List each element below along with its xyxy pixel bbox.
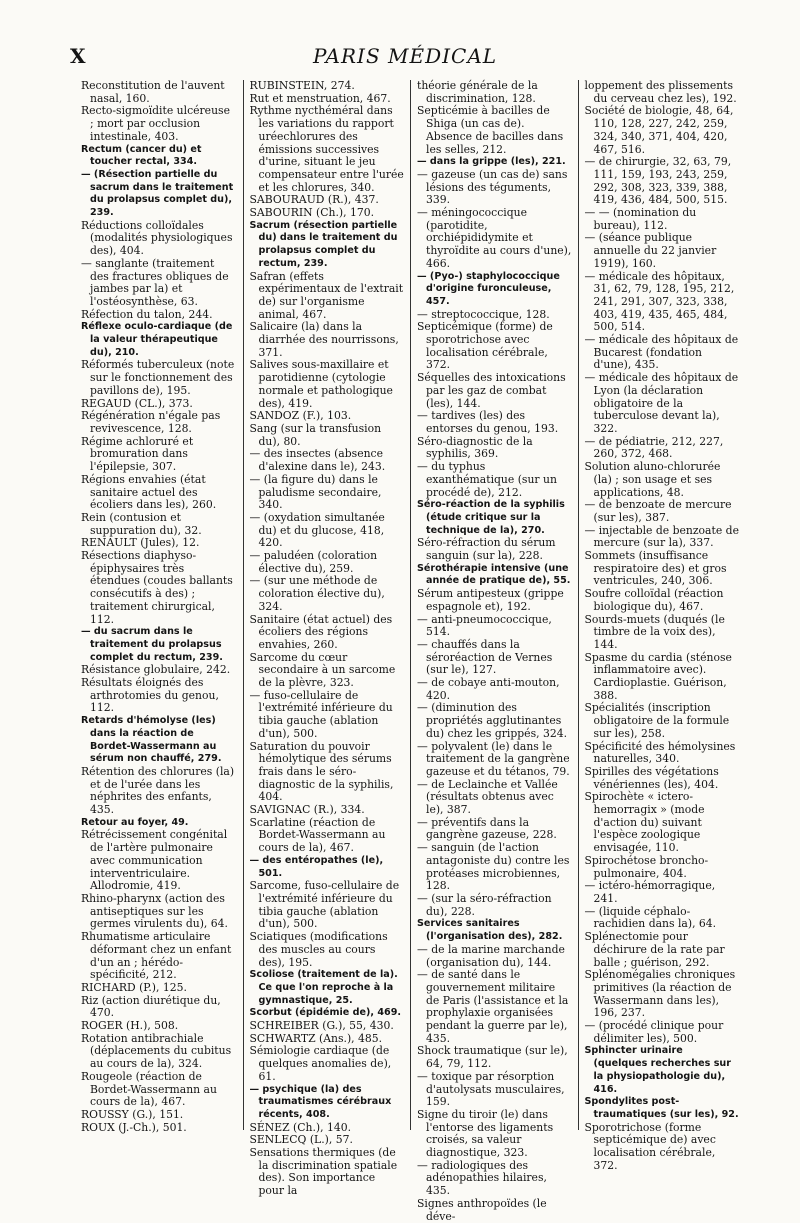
index-entry: — chauffés dans la séroréaction de Vernes (sur le), 127. <box>417 637 553 677</box>
index-entry: Spondylites post-traumatiques (sur les), 92. <box>584 1096 739 1120</box>
index-column-3 <box>410 79 578 1223</box>
index-entry: Régime achloruré et bromuration dans l'épilepsie, 307. <box>81 434 194 474</box>
index-entry: Scoliose (traitement de la). Ce que l'on reproche à la gymnastique, 25. <box>249 969 398 1006</box>
index-entry: Sporotrichose (forme septicémique de) avec localisation cérébrale, 372. <box>584 1120 716 1172</box>
index-entry: Sang (sur la transfusion du), 80. <box>249 421 382 448</box>
index-entry: SENLECQ (L.), 57. <box>249 1133 353 1147</box>
index-entry: — fuso-cellulaire de l'extrémité inférieure du tibia gauche (ablation d'un), 500. <box>249 688 393 740</box>
index-entry: Rotation antibrachiale (déplacements du cubitus au cours de la), 324. <box>81 1031 232 1071</box>
index-entry: Solution aluno-chlorurée (la) ; son usage et ses applications, 48. <box>584 460 721 499</box>
index-entry: — paludéen (coloration élective du), 259. <box>249 549 378 575</box>
index-entry: — préventifs dans la gangrène gazeuse, 228. <box>417 815 557 842</box>
index-entry: — de Leclainche et Vallée (résultats obtenus avec le), 387. <box>417 777 558 817</box>
index-entry: Réflexe oculo-cardiaque (de la valeur thérapeutique du), 210. <box>81 321 233 358</box>
index-entry: REGAUD (CL.), 373. <box>81 396 193 410</box>
index-entry: Signes anthropoïdes (le déve- <box>417 1196 547 1223</box>
index-entry: Rectum (cancer du) et toucher rectal, 334. <box>81 143 202 168</box>
index-entry: — radiologiques des adénopathies hilaires, 435. <box>417 1158 547 1198</box>
running-title: PARIS MÉDICAL <box>312 44 498 68</box>
index-entry: Saturation du pouvoir hémolytique des sérums frais dans le séro-diagnostic de la syphilis, 404. <box>249 739 394 804</box>
index-entry: Résultats éloignés des arthrotomies du genou, 112. <box>81 676 219 715</box>
index-entry: Shock traumatique (sur le), 64, 79, 112. <box>417 1044 568 1071</box>
index-entry: Réfection du talon, 244. <box>81 307 213 321</box>
index-entry: — tardives (les) des entorses du genou, 193. <box>417 409 559 435</box>
index-entry: Sarcome du cœur secondaire à un sarcome de la plèvre, 323. <box>249 650 396 690</box>
index-entry: Sourds-muets (duqués (le timbre de la voix des), 144. <box>584 612 725 651</box>
index-entry: Résistance globulaire, 242. <box>81 663 231 677</box>
index-entry: RUBINSTEIN, 274. <box>249 79 355 92</box>
index-entry: — (sur la séro-réfraction du), 228. <box>417 892 552 918</box>
index-entry: Soufre colloïdal (réaction biologique du), 467. <box>584 587 724 613</box>
index-entry: Septicémie à bacilles de Shiga (un cas de). Absence de bacilles dans les selles, 212. <box>417 104 564 156</box>
index-entry: — de cobaye anti-mouton, 420. <box>417 676 560 702</box>
index-entry: Sarcome, fuso-cellulaire de l'extrémité inférieure du tibia gauche (ablation d'un), 500. <box>249 879 400 931</box>
index-entry: Services sanitaires (l'organisation des), 282. <box>417 918 563 943</box>
index-entry: Scarlatine (réaction de Bordet-Wassermann au cours de la), 467. <box>249 815 386 855</box>
index-entry: Réformés tuberculeux (note sur le fonctionnement des pavillons de), 195. <box>81 358 235 397</box>
index-entry: Rut et menstruation, 467. <box>249 91 391 105</box>
index-entry: Séro-réaction de la syphilis (étude critique sur la technique de la), 270. <box>417 499 565 536</box>
index-entry: Rougeole (réaction de Bordet-Wassermann au cours de la), 467. <box>81 1069 217 1109</box>
index-entry: — de la marine marchande (organisation du), 144. <box>417 942 565 969</box>
index-entry: SABOURAUD (R.), 437. <box>249 193 379 207</box>
index-entry: — (la figure du) dans le paludisme secondaire, 340. <box>249 472 382 512</box>
index-entry: Société de biologie, 48, 64, 110, 128, 227, 242, 259, 324, 340, 371, 404, 420, 467, 516. <box>584 104 734 156</box>
index-entry: Rhumatisme articulaire déformant chez un enfant d'un an ; hérédo-spécificité, 212. <box>81 930 232 982</box>
index-entry: SABOURIN (Ch.), 170. <box>249 206 375 220</box>
index-entry: ROGER (H.), 508. <box>81 1019 179 1033</box>
index-entry: Rétention des chlorures (la) et de l'urée dans les néphrites des enfants, 435. <box>81 764 235 817</box>
index-column-2 <box>243 79 411 1198</box>
index-entry: Scorbut (épidémie de), 469. <box>249 1007 402 1019</box>
index-column-4 <box>578 79 746 1172</box>
index-entry: — (sur une méthode de coloration élective du), 324. <box>249 574 385 613</box>
index-entry: SÉNEZ (Ch.), 140. <box>249 1120 352 1134</box>
index-entry: — (Résection partielle du sacrum dans le traitement du prolapsus complet du), 239. <box>81 168 234 219</box>
index-entry: — de benzoate de mercure (sur les), 387. <box>584 498 732 524</box>
index-entry: Sanitaire (état actuel) des écoliers des régions envahies, 260. <box>249 612 393 651</box>
index-entry: Safran (effets expérimentaux de l'extrait de) sur l'organisme animal, 467. <box>249 269 404 321</box>
index-entry: — médicale des hôpitaux de Bucarest (fondation d'une), 435. <box>584 333 739 372</box>
index-columns <box>75 79 745 1223</box>
index-entry: Résections diaphyso-épiphysaires très étendues (coudes ballants consécutifs à des) ; traitement chirurgical, 112. <box>81 549 233 626</box>
index-entry: Régénération n'égale pas revivescence, 128. <box>81 409 221 435</box>
index-entry: Retards d'hémolyse (les) dans la réaction de Bordet-Wassermann au sérum non chauffé, 279. <box>81 715 222 765</box>
index-entry: — méningococcique (parotidite, orchiépididymite et thyroïdite au cours d'une), 466. <box>417 206 572 270</box>
index-entry: — polyvalent (le) dans le traitement de la gangrène gazeuse et du tétanos, 79. <box>417 739 570 778</box>
index-column-1 <box>75 79 243 1134</box>
index-entry: Sémiologie cardiaque (de quelques anomalies de), 61. <box>249 1044 392 1083</box>
index-entry: — streptococcique, 128. <box>417 307 550 321</box>
index-entry: RICHARD (P.), 125. <box>81 980 187 994</box>
page-number: X <box>70 44 86 68</box>
index-entry: théorie générale de la discrimination, 128. <box>417 79 538 105</box>
index-entry: SAVIGNAC (R.), 334. <box>249 803 365 817</box>
index-entry: SANDOZ (F.), 103. <box>249 409 352 423</box>
index-entry: Sacrum (résection partielle du) dans le traitement du prolapsus complet du rectum, 239. <box>249 219 398 269</box>
index-entry: — — (nomination du bureau), 112. <box>584 206 697 232</box>
index-entry: Sciatiques (modifications des muscles au cours des), 195. <box>249 930 388 969</box>
index-entry: Spirochète « ictero-hemorragix » (mode d'action du) suivant l'espèce zoologique envisagée, 110. <box>584 790 705 855</box>
index-entry: Sommets (insuffisance respiratoire des) et gros ventricules, 240, 306. <box>584 549 727 588</box>
index-entry: Sérum antipesteux (grippe espagnole et), 192. <box>417 587 564 613</box>
index-entry: — du sacrum dans le traitement du prolapsus complet du rectum, 239. <box>81 626 223 663</box>
index-entry: ROUSSY (G.), 151. <box>81 1107 184 1121</box>
index-entry: ROUX (J.-Ch.), 501. <box>81 1120 187 1134</box>
index-entry: Spécificité des hémolysines naturelles, 340. <box>584 739 736 766</box>
index-entry: Riz (action diurétique du, 470. <box>81 993 221 1020</box>
index-entry: Septicémique (forme) de sporotrichose avec localisation cérébrale, 372. <box>417 320 553 372</box>
index-entry: — (liquide céphalo-rachidien dans la), 64. <box>584 904 717 931</box>
index-entry: Spécialités (inscription obligatoire de la formule sur les), 258. <box>584 701 730 740</box>
index-entry: loppement des plissements du cerveau chez les), 192. <box>584 79 737 105</box>
index-entry: Sensations thermiques (de la discrimination spatiale des). Son importance pour la <box>249 1146 398 1198</box>
index-entry: — injectable de benzoate de mercure (sur la), 337. <box>584 523 739 550</box>
index-entry: — (procédé clinique pour délimiter les), 500. <box>584 1019 724 1045</box>
index-entry: Sphincter urinaire (quelques recherches sur la physiopathologie du), 416. <box>584 1045 731 1095</box>
index-entry: Reconstitution de l'auvent nasal, 160. <box>81 79 225 105</box>
index-entry: Séro-réfraction du sérum sanguin (sur la), 228. <box>417 536 556 563</box>
index-entry: — (diminution des propriétés agglutinantes du) chez les grippés, 324. <box>417 701 568 740</box>
index-entry: — de santé dans le gouvernement militaire de Paris (l'assistance et la prophylaxie organisées pendant la guerre par le), 435. <box>417 968 569 1045</box>
index-entry: Sérothérapie intensive (une année de pratique de), 55. <box>417 562 571 587</box>
index-entry: — dans la grippe (les), 221. <box>417 156 566 168</box>
index-entry: Réductions colloïdales (modalités physiologiques des), 404. <box>81 218 233 258</box>
index-entry: Rétrécissement congénital de l'artère pulmonaire avec communication interventriculaire. Allodromie, 419. <box>81 828 228 893</box>
index-entry: Recto-sigmoïdite ulcéreuse ; mort par occlusion intestinale, 403. <box>81 104 230 143</box>
index-entry: Spirochétose broncho-pulmonaire, 404. <box>584 853 709 880</box>
index-entry: Rhino-pharynx (action des antiseptiques sur les germes virulents du), 64. <box>81 892 228 931</box>
index-entry: Signe du tiroir (le) dans l'entorse des ligaments croisés, sa valeur diagnostique, 323. <box>417 1107 554 1160</box>
index-entry: Salicaire (la) dans la diarrhée des nourrissons, 371. <box>249 320 399 359</box>
index-entry: Rythme nycthéméral dans les variations du rapport uréechlorures des émissions successives d'urine, situant le jeu compensateur entre l'urée et les chlorures, 340. <box>249 104 404 194</box>
index-entry: — (oxydation simultanée du) et du glucose, 418, 420. <box>249 510 385 550</box>
index-entry: SCHREIBER (G.), 55, 430. <box>249 1019 394 1033</box>
index-entry: — (Pyo-) staphylococcique d'origine furonculeuse, 457. <box>417 270 560 307</box>
index-entry: — de pédiatrie, 212, 227, 260, 372, 468. <box>584 434 724 461</box>
index-entry: — sanglante (traitement des fractures obliques de jambes par la) et l'ostéosynthèse, 63. <box>81 256 229 308</box>
index-entry: Salives sous-maxillaire et parotidienne (cytologie normale et pathologique des), 419. <box>249 358 393 410</box>
index-entry: — des insectes (absence d'alexine dans le), 243. <box>249 447 386 474</box>
index-entry: Rein (contusion et suppuration du), 32. <box>81 510 202 537</box>
index-entry: Régions envahies (état sanitaire actuel des écoliers dans les), 260. <box>81 472 217 512</box>
index-entry: SCHWARTZ (Ans.), 485. <box>249 1031 383 1045</box>
index-entry: — ictéro-hémorragique, 241. <box>584 879 716 905</box>
index-entry: Retour au foyer, 49. <box>81 816 189 828</box>
index-entry: — (séance publique annuelle du 22 janvier 1919), 160. <box>584 231 717 270</box>
index-entry: — gazeuse (un cas de) sans lésions des téguments, 339. <box>417 167 568 207</box>
index-entry: — psychique (la) des traumatismes cérébraux récents, 408. <box>249 1083 392 1120</box>
index-entry: Séro-diagnostic de la syphilis, 369. <box>417 434 533 461</box>
index-entry: Splénectomie pour déchirure de la rate par balle ; guérison, 292. <box>584 930 725 969</box>
index-entry: — de chirurgie, 32, 63, 79, 111, 159, 193, 243, 259, 292, 308, 323, 339, 388, 419, 436, 484, 500, 515. <box>584 155 732 207</box>
index-entry: — toxique par résorption d'autolysats musculaires, 159. <box>417 1069 565 1109</box>
index-entry: Séquelles des intoxications par les gaz de combat (les), 144. <box>417 371 566 410</box>
index-entry: — médicale des hôpitaux, 31, 62, 79, 128, 195, 212, 241, 291, 307, 323, 338, 403, 419, 435, 465, 484, 500, 514. <box>584 269 735 334</box>
index-entry: Splénomégalies chroniques primitives (la réaction de Wassermann dans les), 196, 237. <box>584 968 736 1020</box>
index-entry: Spirilles des végétations vénériennes (les), 404. <box>584 764 719 791</box>
index-entry: RENAULT (Jules), 12. <box>81 536 200 550</box>
index-entry: — des entéropathes (le), 501. <box>249 854 384 879</box>
index-entry: — du typhus exanthématique (sur un procédé de), 212. <box>417 460 557 499</box>
index-entry: — médicale des hôpitaux de Lyon (la déclaration obligatoire de la tuberculose devant la), 322. <box>584 371 739 435</box>
index-entry: — anti-pneumococcique, 514. <box>417 612 552 639</box>
page-header <box>70 44 740 70</box>
index-entry: Spasme du cardia (sténose inflammatoire avec). Cardioplastie. Guérison, 388. <box>584 650 732 702</box>
index-entry: — sanguin (de l'action antagoniste du) contre les protéases microbiennes, 128. <box>417 841 570 893</box>
